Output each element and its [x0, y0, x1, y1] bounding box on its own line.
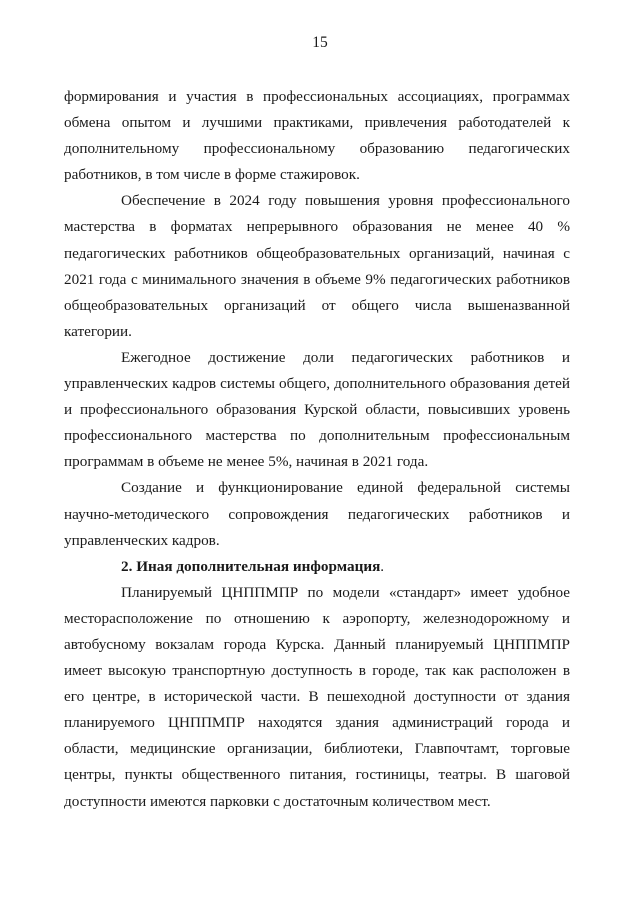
section-heading-text: 2. Иная дополнительная информация — [121, 557, 381, 575]
paragraph-federal-system: Создание и функционирование единой федеральной системы научно-методического сопровождения педагогических работников и управленческих кадров. — [64, 479, 570, 549]
page-number: 15 — [312, 34, 328, 51]
section-heading-period: . — [380, 557, 385, 575]
paragraph-annual-achievement: Ежегодное достижение доли педагогических работников и управленческих кадров системы общего, дополнительного образования детей и профессионального образования Курской области, повысивших уровень профессионального мастерства по дополнительным профессиональным программам в объеме не менее 5%, начиная в 2021 года. — [64, 348, 570, 471]
section-heading — [64, 554, 570, 580]
paragraph-professional-mastery: Обеспечение в 2024 году повышения уровня профессионального мастерства в форматах непрерывного образования не менее 40 % педагогических работников общеобразовательных организаций, начиная с 2021 года с минимального значения в объеме 9% педагогических работников общеобразовательных организаций от общего числа вышеназванной категории. — [64, 192, 570, 340]
paragraph-location: Планируемый ЦНППМПР по модели «стандарт» имеет удобное месторасположение по отношению к аэропорту, железнодорожному и автобусному вокзалам города Курска. Данный планируемый ЦНППМПР имеет высокую транспортную доступность в городе, так как расположен в его центре, в исторической части. В пешеходной доступности от здания планируемого ЦНППМПР находятся здания администраций города и области, медицинские организации, библиотеки, Главпочтамт, торговые центры, пункты общественного питания, гостиницы, театры. В шаговой доступности имеются парковки с достаточным количеством мест. — [64, 583, 570, 810]
paragraph-continuation: формирования и участия в профессиональных ассоциациях, программах обмена опытом и лучшими практиками, привлечения работодателей к дополнительному профессиональному образованию педагогических работников, в том числе в форме стажировок. — [64, 88, 570, 184]
document-body — [64, 84, 570, 815]
